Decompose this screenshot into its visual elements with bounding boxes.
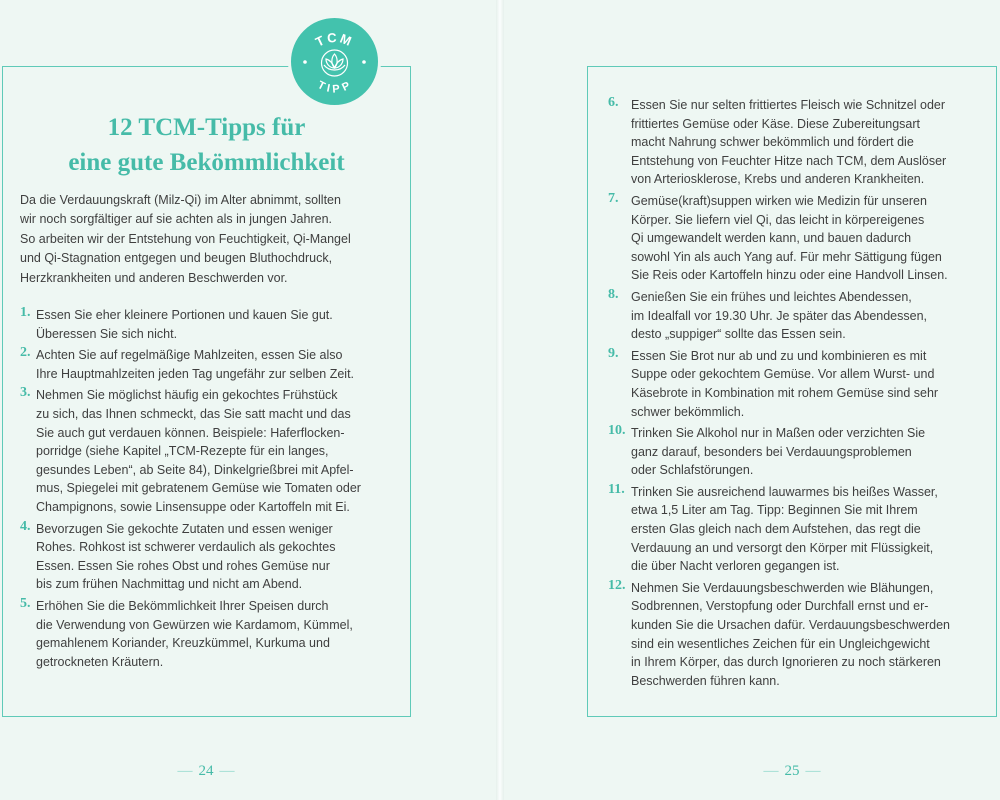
tip-line: porridge (siehe Kapitel „TCM-Rezepte für ein langes, xyxy=(36,444,329,459)
badge-dot-right xyxy=(362,60,366,64)
badge-text-top: TCM xyxy=(313,29,356,50)
tip-number: 7. xyxy=(608,190,619,206)
tip-line: macht Nahrung schwer bekömmlich und fördert die xyxy=(631,135,914,150)
badge-text-bottom: TIPP xyxy=(315,79,354,96)
tip-line: Verdauung an und versorgt den Körper mit Flüssigkeit, xyxy=(631,540,934,555)
tip-line: gemahlenem Koriander, Kreuzkümmel, Kurkuma und xyxy=(36,636,330,651)
tip-line: die Verwendung von Gewürzen wie Kardamom, Kümmel, xyxy=(36,617,353,632)
title-line-1: 12 TCM-Tipps für xyxy=(107,114,306,141)
folio-number: 25 xyxy=(784,763,800,779)
tip-line: desto „suppiger“ sollte das Essen sein. xyxy=(631,327,846,342)
intro-line: und Qi-Stagnation entgegen und beugen Bluthochdruck, xyxy=(20,251,333,266)
tip-number: 12. xyxy=(608,577,626,593)
tip-item xyxy=(608,347,988,421)
folio-dash: — xyxy=(763,763,779,779)
lotus-icon xyxy=(322,50,348,76)
tip-item xyxy=(608,192,988,285)
intro-line: Herzkrankheiten und anderen Beschwerden vor. xyxy=(20,270,288,285)
tip-line: Essen Sie eher kleinere Portionen und kauen Sie gut. xyxy=(36,308,333,322)
tip-line: Sie Reis oder Kartoffeln hinzu oder eine Handvoll Linsen. xyxy=(631,268,948,283)
folio-number: 24 xyxy=(198,763,214,779)
tip-item xyxy=(20,520,405,594)
tip-line: ersten Glas gleich nach dem Aufstehen, das regt die xyxy=(631,522,921,537)
tip-line: Gemüse(kraft)suppen wirken wie Medizin für unseren xyxy=(631,193,927,208)
badge-graphic xyxy=(291,18,378,105)
tip-line: in Ihrem Körper, das durch Ignorieren zu noch stärkeren xyxy=(631,655,941,670)
tip-line: die über Nacht verloren gegangen ist. xyxy=(631,559,840,574)
tip-line: Ihre Hauptmahlzeiten jeden Tag ungefähr zur selben Zeit. xyxy=(36,366,355,381)
tip-line: Qi umgewandelt werden kann, und bauen dadurch xyxy=(631,231,912,246)
intro-line: wir noch sorgfältiger auf sie achten als in jungen Jahren. xyxy=(20,212,332,227)
page-number-left xyxy=(146,763,266,780)
tip-line: zu sich, das Ihnen schmeckt, das Sie satt macht und das xyxy=(36,406,351,421)
tip-line: frittiertes Gemüse oder Käse. Diese Zubereitungsart xyxy=(631,116,921,131)
tip-line: gesundes Leben“, ab Seite 84), Dinkelgrießbrei mit Apfel- xyxy=(36,462,354,477)
tip-item xyxy=(20,306,405,343)
intro-line: So arbeiten wir der Entstehung von Feuchtigkeit, Qi-Mangel xyxy=(20,231,351,246)
tip-line: Erhöhen Sie die Bekömmlichkeit Ihrer Speisen durch xyxy=(36,598,329,613)
page-title xyxy=(4,110,409,180)
tip-number: 3. xyxy=(20,385,31,401)
tcm-tipp-badge xyxy=(288,15,381,108)
tip-line: Suppe oder gekochtem Gemüse. Vor allem Wurst- und xyxy=(631,367,935,382)
tip-item xyxy=(608,424,988,480)
tip-line: Sodbrennen, Verstopfung oder Durchfall ernst und er- xyxy=(631,599,929,614)
folio-dash: — xyxy=(219,763,235,779)
tip-line: Sie auch gut verdauen können. Beispiele: Haferflocken- xyxy=(36,425,345,440)
tips-list-right xyxy=(608,96,988,693)
tip-line: Trinken Sie ausreichend lauwarmes bis heißes Wasser, xyxy=(631,484,938,499)
tip-line: mus, Spiegelei mit gebratenem Gemüse wie Tomaten oder xyxy=(36,481,361,496)
tip-line: Beschwerden führen kann. xyxy=(631,673,780,688)
tip-line: im Idealfall vor 19.30 Uhr. Je später das Abendessen, xyxy=(631,308,928,323)
tip-line: Champignons, sowie Linsensuppe oder Kartoffeln mit Ei. xyxy=(36,499,350,514)
title-line-2: eine gute Bekömmlichkeit xyxy=(68,149,345,176)
tip-number: 4. xyxy=(20,518,31,534)
tip-line: schwer bekömmlich. xyxy=(631,404,745,419)
tip-number: 6. xyxy=(608,95,619,110)
tip-number: 8. xyxy=(608,286,619,302)
tip-line: Käsebrote in Kombination mit rohem Gemüse sind sehr xyxy=(631,385,939,400)
folio-dash: — xyxy=(805,763,821,779)
tip-line: Trinken Sie Alkohol nur in Maßen oder verzichten Sie xyxy=(631,426,926,441)
tip-line: Entstehung von Feuchter Hitze nach TCM, dem Auslöser xyxy=(631,153,947,168)
tip-line: ganz darauf, besonders bei Verdauungsproblemen xyxy=(631,444,912,459)
tip-item xyxy=(20,346,405,383)
tip-line: Überessen Sie sich nicht. xyxy=(36,326,178,341)
tip-item xyxy=(608,288,988,344)
tip-line: von Arteriosklerose, Krebs und anderen Krankheiten. xyxy=(631,172,925,187)
tip-item xyxy=(608,483,988,576)
tip-line: Körper. Sie liefern viel Qi, das leicht in körpereigenes xyxy=(631,212,925,227)
tip-line: Bevorzugen Sie gekochte Zutaten und essen weniger xyxy=(36,521,333,536)
badge-dot-left xyxy=(303,60,307,64)
tip-number: 10. xyxy=(608,423,626,439)
tip-line: kunden Sie die Ursachen dafür. Verdauungsbeschwerden xyxy=(631,618,950,633)
tip-line: sowohl Yin als auch Yang auf. Für mehr Sättigung fügen xyxy=(631,249,942,264)
page-number-right xyxy=(732,763,852,780)
tip-line: Essen Sie nur selten frittiertes Fleisch wie Schnitzel oder xyxy=(631,98,946,112)
tip-number: 9. xyxy=(608,345,619,361)
tip-line: Achten Sie auf regelmäßige Mahlzeiten, essen Sie also xyxy=(36,348,343,363)
tip-number: 11. xyxy=(608,481,625,497)
tip-item xyxy=(20,386,405,516)
tip-number: 5. xyxy=(20,595,31,611)
folio-dash: — xyxy=(177,763,193,779)
tip-line: Nehmen Sie möglichst häufig ein gekochtes Frühstück xyxy=(36,388,338,403)
tip-line: Essen. Essen Sie rohes Obst und rohes Gemüse nur xyxy=(36,558,330,573)
tip-line: bis zum frühen Nachmittag und nicht am Abend. xyxy=(36,577,303,592)
tip-line: Genießen Sie ein frühes und leichtes Abendessen, xyxy=(631,289,912,304)
tip-line: Rohes. Rohkost ist schwerer verdaulich als gekochtes xyxy=(36,540,336,555)
tip-line: etwa 1,5 Liter am Tag. Tipp: Beginnen Sie mit Ihrem xyxy=(631,503,918,518)
tip-item xyxy=(608,96,988,189)
book-gutter xyxy=(496,0,504,800)
tip-line: Essen Sie Brot nur ab und zu und kombinieren es mit xyxy=(631,348,927,363)
tip-line: sind ein wesentliches Zeichen für ein Ungleichgewicht xyxy=(631,636,930,651)
tips-list-left xyxy=(20,306,405,674)
tip-item xyxy=(608,579,988,691)
tip-number: 2. xyxy=(20,345,31,361)
tip-item xyxy=(20,597,405,671)
intro-line: Da die Verdauungskraft (Milz-Qi) im Alter abnimmt, sollten xyxy=(20,193,341,207)
tip-number: 1. xyxy=(20,305,31,320)
intro-paragraph xyxy=(20,191,400,288)
tip-line: getrockneten Kräutern. xyxy=(36,654,164,669)
tip-line: Nehmen Sie Verdauungsbeschwerden wie Blähungen, xyxy=(631,580,934,595)
tip-line: oder Schlafstörungen. xyxy=(631,463,754,478)
